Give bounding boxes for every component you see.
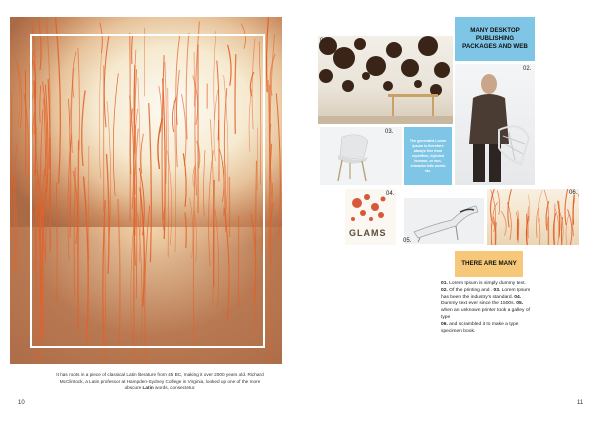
filament-strand [24, 94, 29, 195]
filament-strand [15, 55, 20, 126]
photo-label-04: 04. [386, 191, 395, 197]
filament-strand [497, 191, 499, 215]
legend-num: 05. [516, 301, 524, 307]
filament-strand [538, 190, 542, 222]
filament-strand [15, 144, 17, 188]
caption-part: words, consectetur. [153, 385, 196, 390]
legend-text: Of the printing and . [447, 287, 494, 293]
filament-strand [578, 194, 579, 236]
legend-num: 03. [493, 287, 501, 293]
photo-05-lounge-chair [404, 198, 484, 244]
filament-strand [566, 215, 569, 246]
photo-label-06: 06. [569, 190, 578, 196]
filament-strand [270, 54, 275, 96]
interior-illustration [318, 36, 453, 124]
legend-text: when an unknown printer took a galley of type [441, 308, 530, 320]
left-caption [55, 372, 265, 392]
chair-illustration [320, 127, 402, 185]
caption-part: It has roots in a piece of classical Latin literature from 45 BC, making it over 2000 years old. Richard McClintock, a Latin professor at Hampden-Sydney College in Virginia, looked up one of the more obscure [56, 372, 264, 390]
filament-strand [12, 175, 14, 273]
legend-text: Lorem Ipsum is simply dummy text. [447, 281, 526, 286]
glams-logo: GLAMS [349, 228, 387, 238]
filament-strand [11, 92, 12, 214]
page-number-left: 10 [18, 400, 25, 406]
legend-text: and scrambled it to make a type specimen book. [441, 321, 519, 334]
legend-num: 01. [441, 281, 448, 286]
legend-num: 02. [441, 287, 448, 293]
photo-label-03: 03. [385, 129, 394, 135]
photo-01-interior [318, 36, 453, 124]
filament-strand [568, 209, 572, 245]
filament-strand [538, 218, 539, 245]
legend-num: 04. [514, 294, 522, 300]
heading-box-yellow: THERE ARE MANY [455, 251, 523, 277]
filament-strand [554, 204, 555, 245]
legend-text: Lorem Ipsum has been the industry's standard. [441, 287, 531, 300]
photo-legend [441, 281, 533, 335]
legend-text: Dummy text ever since the 1500s. [441, 301, 517, 307]
filament-strand [501, 211, 506, 236]
page-number-right: 11 [577, 400, 584, 406]
hero-frame [30, 34, 265, 348]
heading-box-mid: The generated Lorem Ipsum is therefore always free from repetition, injected humour, or non-characteristic words etc. [404, 127, 452, 185]
photo-06-lamp-detail [487, 189, 579, 245]
photo-label-02: 02. [523, 66, 532, 72]
photo-label-01: 01. [320, 38, 329, 44]
lamp-detail-filaments [487, 189, 579, 245]
filament-strand [536, 208, 538, 238]
photo-03-chair [320, 127, 402, 185]
photo-02-designer [455, 64, 535, 185]
photo-04-glams-poster [345, 189, 396, 245]
legend-num: 06. [441, 321, 448, 327]
filament-strand [490, 189, 494, 220]
filament-strand [10, 221, 11, 349]
heading-box-top: MANY DESKTOP PUBLISHING PACKAGES AND WEB [455, 17, 535, 61]
filament-strand [276, 94, 280, 239]
designer-illustration [455, 64, 535, 185]
lounge-illustration [404, 198, 484, 244]
caption-bold: Latin [142, 385, 154, 390]
photo-label-05: 05. [403, 238, 412, 244]
